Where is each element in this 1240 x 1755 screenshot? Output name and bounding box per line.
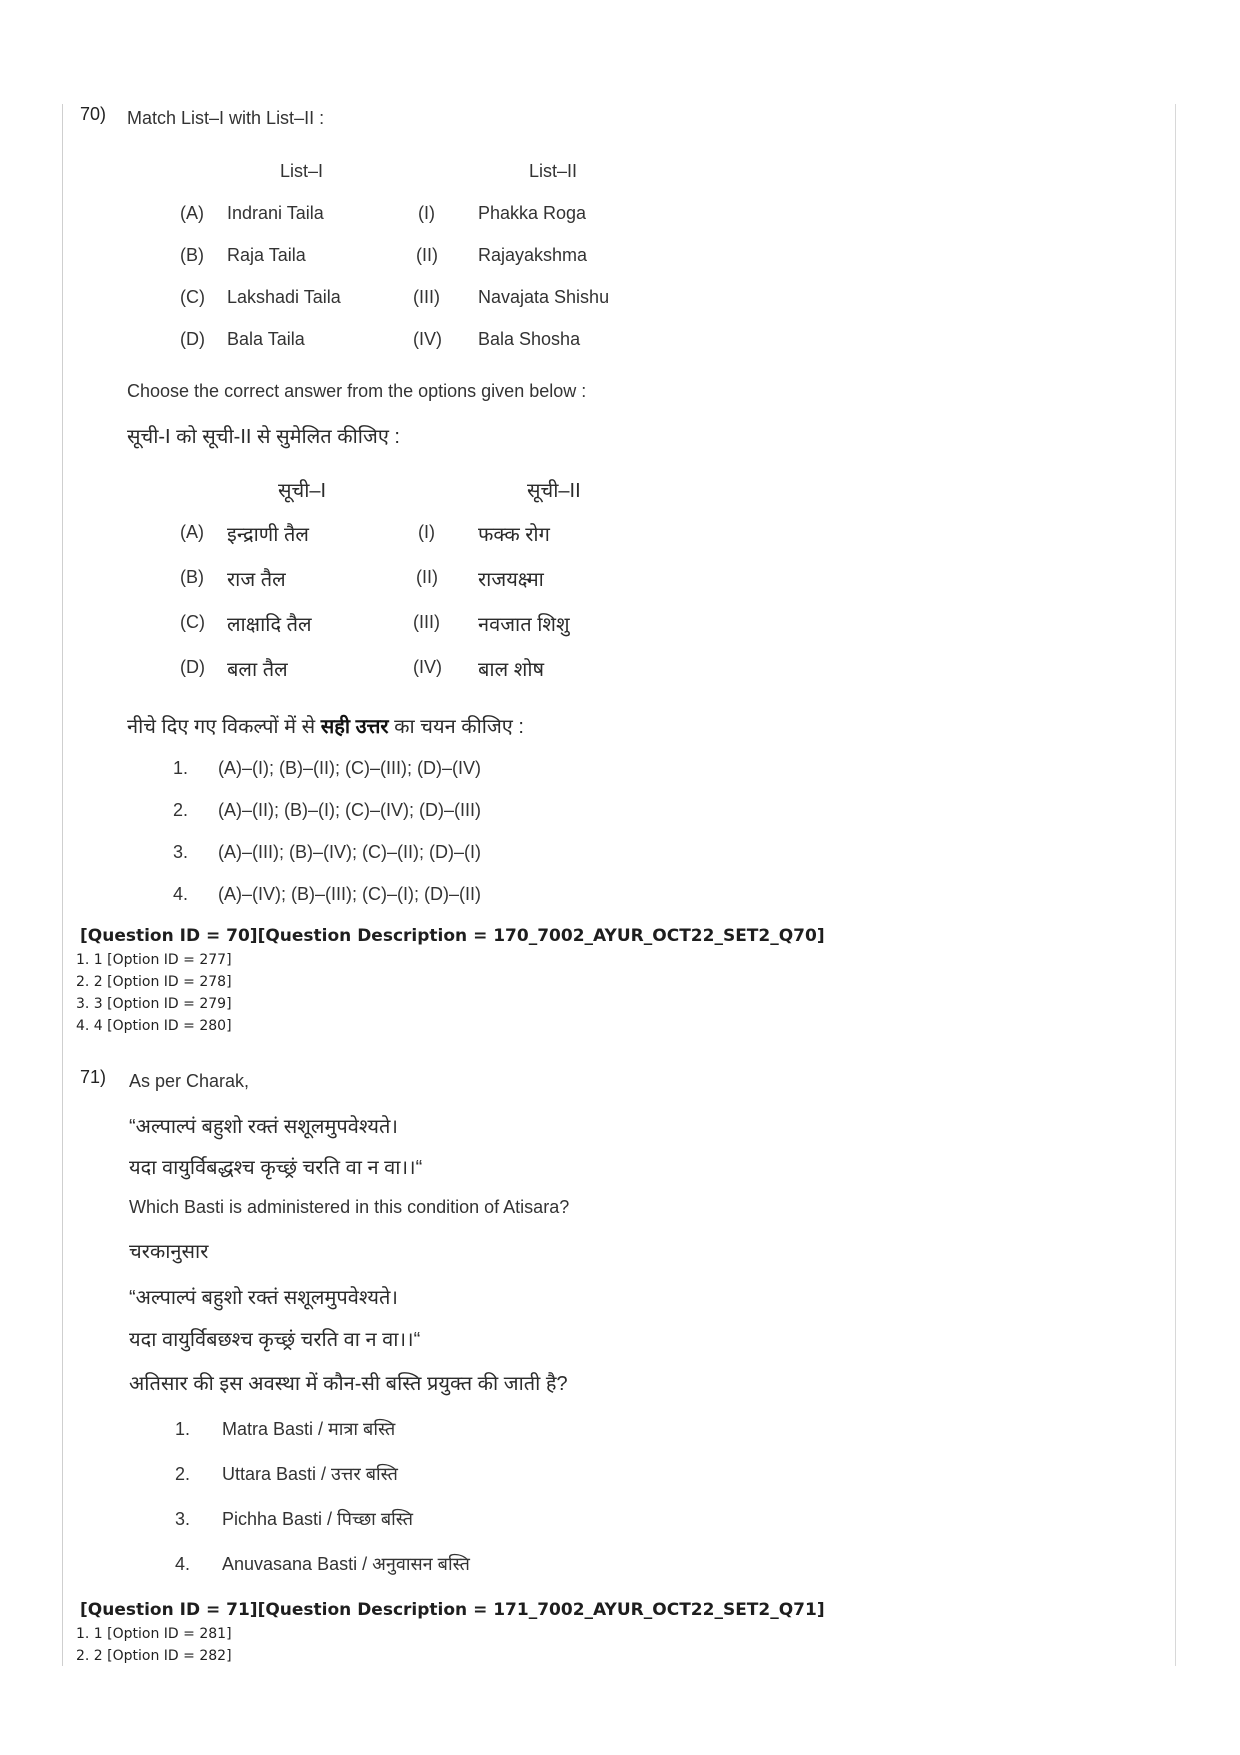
list-1-item: Raja Taila xyxy=(227,245,306,265)
list-2-item: नवजात शिशु xyxy=(478,614,570,636)
row-roman: (I) xyxy=(418,522,435,542)
question-number: 70) xyxy=(80,104,107,124)
row-roman: (IV) xyxy=(413,657,442,677)
list-1-item: राज तैल xyxy=(227,569,286,591)
option-id-item: 3. 3 [Option ID = 279] xyxy=(76,996,232,1012)
list-1-heading-en: List–I xyxy=(280,161,324,181)
option-number: 3. xyxy=(173,842,189,862)
list-1-item: Lakshadi Taila xyxy=(227,287,341,307)
list-1-item: इन्द्राणी तैल xyxy=(227,524,309,546)
choose-instruction-hi xyxy=(127,712,524,739)
row-label: (C) xyxy=(180,612,205,632)
question-meta: [Question ID = 71][Question Description = 171_7002_AYUR_OCT22_SET2_Q71] xyxy=(80,1600,825,1620)
option-number: 2. xyxy=(175,1464,191,1484)
row-roman: (II) xyxy=(416,245,438,265)
option-number: 1. xyxy=(175,1419,191,1439)
left-margin-rule xyxy=(62,104,63,1666)
row-roman: (III) xyxy=(413,287,440,307)
list-1-item: बला तैल xyxy=(227,659,288,681)
list-1-item: लाक्षादि तैल xyxy=(227,614,312,636)
question-prompt-en: As per Charak, xyxy=(129,1071,250,1091)
list-1-item: Indrani Taila xyxy=(227,203,324,223)
option-number: 2. xyxy=(173,800,189,820)
option-number: 1. xyxy=(173,758,189,778)
row-label: (C) xyxy=(180,287,205,307)
list-1-item: Bala Taila xyxy=(227,329,305,349)
option-id-item: 1. 1 [Option ID = 277] xyxy=(76,952,232,968)
option-id-item: 2. 2 [Option ID = 282] xyxy=(76,1648,232,1664)
option-text: Pichha Basti / पिच्छा बस्ति xyxy=(222,1509,414,1529)
list-2-heading-en: List–II xyxy=(529,161,578,181)
question-prompt-en: Match List–I with List–II : xyxy=(127,108,325,128)
list-1-heading-hi: सूची–I xyxy=(278,480,327,502)
question-text-en: Which Basti is administered in this condition of Atisara? xyxy=(129,1197,570,1217)
list-2-item: राजयक्ष्मा xyxy=(478,569,544,591)
row-label: (B) xyxy=(180,567,204,587)
list-2-item: बाल शोष xyxy=(478,659,545,681)
correct-answer-emphasis: सही उत्तर xyxy=(320,716,389,738)
row-roman: (II) xyxy=(416,567,438,587)
question-number: 71) xyxy=(80,1067,107,1087)
option-text: Uttara Basti / उत्तर बस्ति xyxy=(222,1464,398,1484)
choose-instruction-en: Choose the correct answer from the options given below : xyxy=(127,381,587,401)
row-label: (B) xyxy=(180,245,204,265)
question-text-hi: अतिसार की इस अवस्था में कौन-सी बस्ति प्रयुक्त की जाती है? xyxy=(129,1373,568,1395)
row-roman: (I) xyxy=(418,203,435,223)
option-text: (A)–(IV); (B)–(III); (C)–(I); (D)–(II) xyxy=(218,884,481,904)
row-roman: (III) xyxy=(413,612,440,632)
option-id-item: 2. 2 [Option ID = 278] xyxy=(76,974,232,990)
verse-line: “अल्पाल्पं बहुशो रक्तं सशूलमुपवेश्यते। xyxy=(129,1287,398,1309)
row-label: (A) xyxy=(180,203,204,223)
option-text: Matra Basti / मात्रा बस्ति xyxy=(222,1419,396,1439)
question-meta: [Question ID = 70][Question Description = 170_7002_AYUR_OCT22_SET2_Q70] xyxy=(80,926,825,946)
verse-line: “अल्पाल्पं बहुशो रक्तं सशूलमुपवेश्यते। xyxy=(129,1116,398,1138)
option-number: 4. xyxy=(175,1554,191,1574)
list-2-item: Bala Shosha xyxy=(478,329,581,349)
list-2-item: Navajata Shishu xyxy=(478,287,610,307)
option-text: Anuvasana Basti / अनुवासन बस्ति xyxy=(222,1554,470,1574)
row-label: (D) xyxy=(180,657,205,677)
option-text: (A)–(III); (B)–(IV); (C)–(II); (D)–(I) xyxy=(218,842,481,862)
choose-hi-prefix: नीचे दिए गए विकल्पों में से xyxy=(127,716,321,738)
option-id-item: 1. 1 [Option ID = 281] xyxy=(76,1626,232,1642)
option-number: 4. xyxy=(173,884,189,904)
option-text: (A)–(I); (B)–(II); (C)–(III); (D)–(IV) xyxy=(218,758,481,778)
list-2-item: Rajayakshma xyxy=(478,245,588,265)
question-prompt-hi: सूची-I को सूची-II से सुमेलित कीजिए : xyxy=(127,426,400,448)
row-label: (D) xyxy=(180,329,205,349)
option-number: 3. xyxy=(175,1509,191,1529)
list-2-item: Phakka Roga xyxy=(478,203,587,223)
row-label: (A) xyxy=(180,522,204,542)
list-2-item: फक्क रोग xyxy=(478,524,550,546)
right-margin-rule xyxy=(1175,104,1176,1666)
verse-line: यदा वायुर्विबछश्च कृच्छ्रं चरति वा न वा।।“ xyxy=(129,1329,421,1351)
option-id-item: 4. 4 [Option ID = 280] xyxy=(76,1018,232,1034)
question-prompt-hi: चरकानुसार xyxy=(129,1241,209,1263)
choose-hi-suffix: का चयन कीजिए : xyxy=(388,716,524,738)
option-text: (A)–(II); (B)–(I); (C)–(IV); (D)–(III) xyxy=(218,800,481,820)
row-roman: (IV) xyxy=(413,329,442,349)
list-2-heading-hi: सूची–II xyxy=(527,480,581,502)
verse-line: यदा वायुर्विबद्धश्च कृच्छ्रं चरति वा न वा।।“ xyxy=(129,1157,423,1179)
